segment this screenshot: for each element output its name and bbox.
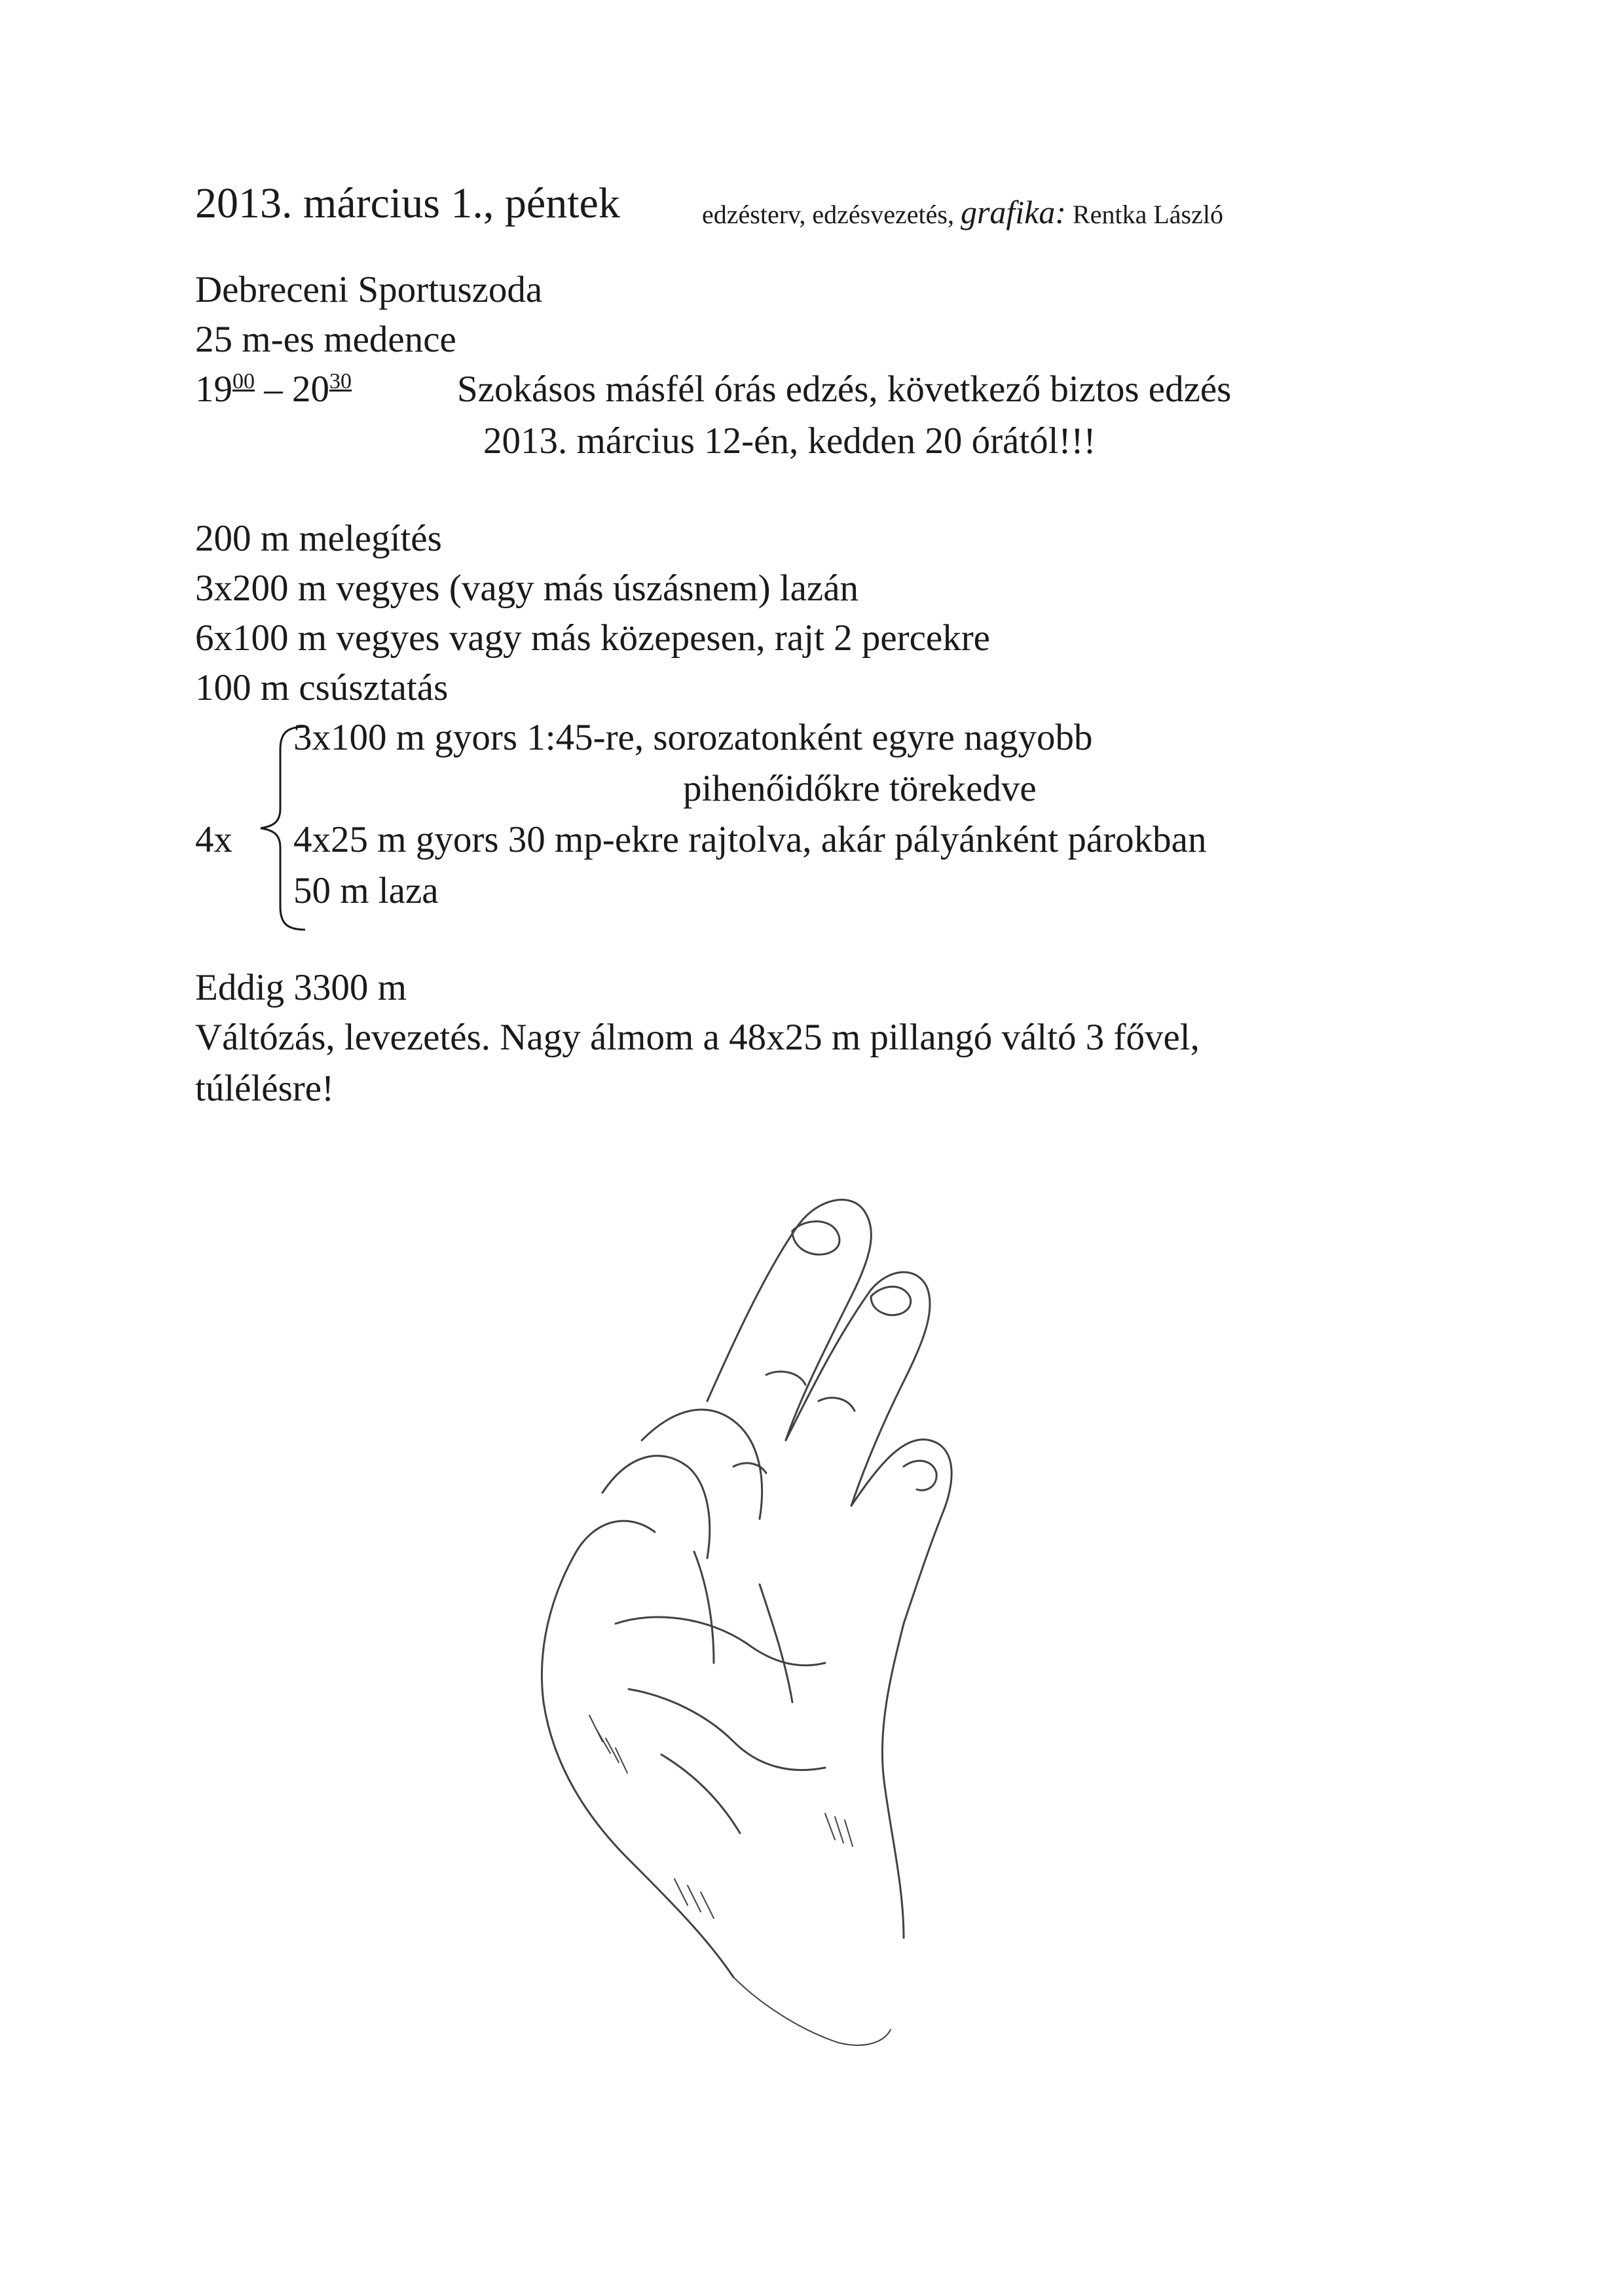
end-min: 30	[329, 369, 352, 393]
set-line-3: 4x25 m gyors 30 mp-ekre rajtolva, akár pályánként párokban	[293, 819, 1207, 860]
workout-item: 3x200 m vegyes (vagy más úszásnem) lazán	[195, 568, 859, 609]
closing-line-1: Váltózás, levezetés. Nagy álmom a 48x25 m pillangó váltó 3 fővel,	[195, 1017, 1200, 1058]
credits-name: Rentka László	[1073, 200, 1223, 229]
venue-name: Debreceni Sportuszoda	[195, 269, 543, 310]
time-dash: –	[264, 369, 283, 410]
start-hour: 19	[195, 369, 232, 410]
hand-sketch-illustration	[367, 1126, 1087, 2108]
start-min: 00	[232, 369, 255, 393]
set-line-1: 3x100 m gyors 1:45-re, sorozatonként egyre nagyobb	[293, 717, 1093, 758]
credits-prefix: edzésterv, edzésvezetés,	[702, 200, 954, 229]
workout-item: 6x100 m vegyes vagy más közepesen, rajt 2 percekre	[195, 617, 990, 659]
set-line-2: pihenőidőkre törekedve	[683, 768, 1037, 809]
pool-size: 25 m-es medence	[195, 319, 456, 360]
header-date: 2013. március 1., péntek	[195, 179, 620, 227]
schedule-note-2: 2013. március 12-én, kedden 20 órától!!!	[483, 420, 1096, 462]
workout-item: 200 m melegítés	[195, 518, 442, 559]
set-line-4: 50 m laza	[293, 870, 439, 911]
repeat-label: 4x	[195, 819, 232, 860]
workout-item: 100 m csúsztatás	[195, 667, 449, 708]
schedule-note-1: Szokásos másfél órás edzés, következő biztos edzés	[457, 369, 1232, 410]
header-credits	[702, 196, 1223, 228]
end-hour: 20	[292, 369, 329, 410]
closing-line-2: túlélésre!	[195, 1068, 335, 1109]
credits-grafika: grafika:	[960, 194, 1067, 230]
total-distance: Eddig 3300 m	[195, 967, 407, 1008]
time-range	[195, 371, 352, 408]
